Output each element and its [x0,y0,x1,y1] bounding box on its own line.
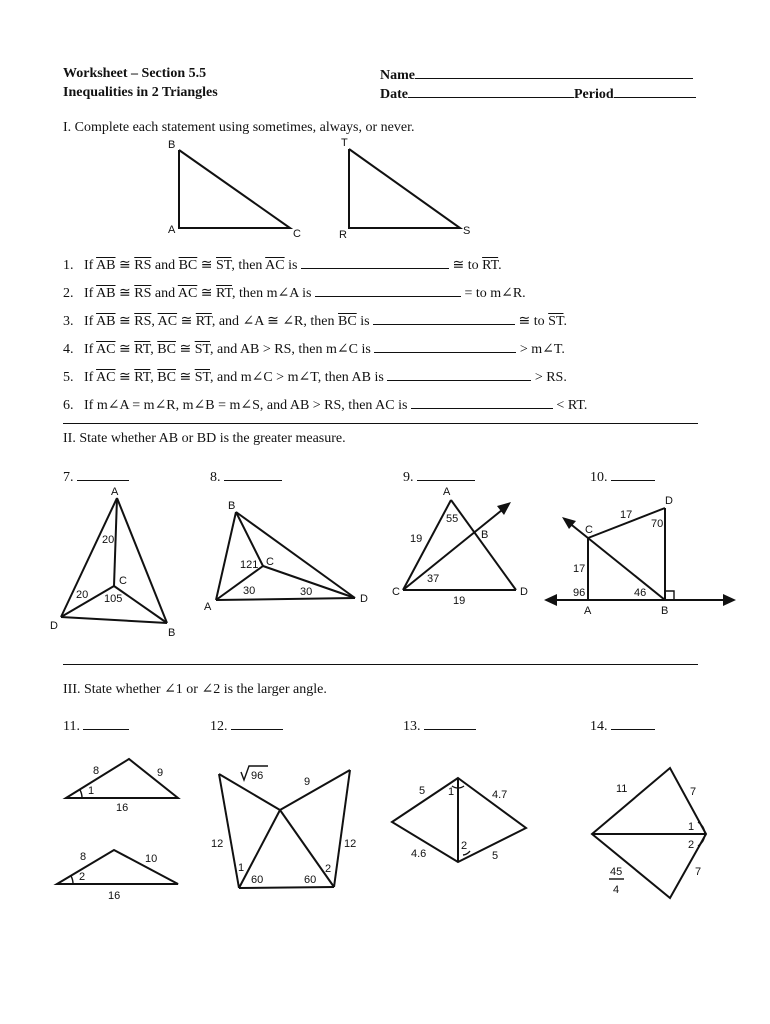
svg-text:1: 1 [688,821,695,833]
svg-text:C: C [585,524,593,536]
svg-text:8: 8 [93,765,100,777]
svg-text:19: 19 [410,533,423,545]
problem-13-answer[interactable]: 13. [403,717,476,735]
problem-12-answer[interactable]: 12. [210,717,283,735]
problem-11-answer[interactable]: 11. [63,717,129,735]
worksheet-title: Worksheet – Section 5.5 [63,66,207,81]
svg-text:B: B [228,500,236,512]
svg-text:70: 70 [651,518,664,530]
period-label: Period [574,87,614,102]
svg-text:60: 60 [304,874,317,886]
svg-text:A: A [443,486,451,498]
svg-text:A: A [204,601,212,613]
problem-12-figure [211,766,356,888]
svg-text:11: 11 [616,783,628,795]
svg-text:S: S [463,225,471,237]
svg-text:12: 12 [344,838,357,850]
svg-text:C: C [266,556,274,568]
problem-13-figure [392,778,526,862]
svg-text:30: 30 [300,586,313,598]
svg-text:2: 2 [325,863,332,875]
svg-text:16: 16 [116,802,129,814]
svg-text:4: 4 [613,884,620,896]
svg-text:37: 37 [427,573,440,585]
problem-14-answer[interactable]: 14. [590,717,655,735]
svg-text:10: 10 [145,853,158,865]
svg-text:9: 9 [304,776,311,788]
svg-text:B: B [661,605,669,617]
svg-text:17: 17 [620,509,633,521]
svg-text:B: B [168,627,176,639]
svg-text:A: A [168,224,176,236]
name-label: Name [380,68,415,83]
triangle-rts-figure [339,137,470,241]
svg-text:20: 20 [76,589,89,601]
svg-text:5: 5 [492,850,499,862]
svg-text:B: B [168,139,176,151]
svg-text:20: 20 [102,534,115,546]
date-label: Date [380,87,408,102]
worksheet-subtitle: Inequalities in 2 Triangles [63,85,218,100]
svg-text:55: 55 [446,513,459,525]
svg-text:A: A [111,486,119,498]
svg-text:19: 19 [453,595,466,607]
svg-text:4.6: 4.6 [411,848,427,860]
svg-text:C: C [392,586,400,598]
statement-4: 4. If $\overline{AC}$ ≅ $\overline{RT}$, $\overline{BC}$ ≅ $\overline{ST}$, and AB > RS, then m∠C is > m∠T. [63,342,565,357]
problem-8-figure [204,500,368,613]
part3-heading: III. State whether ∠1 or ∠2 is the larger angle. [63,682,327,697]
svg-text:2: 2 [79,871,86,883]
svg-text:1: 1 [448,786,455,798]
svg-text:C: C [293,228,301,240]
svg-text:2: 2 [461,840,468,852]
svg-text:60: 60 [251,874,264,886]
part1-heading: I. Complete each statement using sometimes, always, or never. [63,120,415,135]
svg-text:D: D [520,586,528,598]
svg-text:C: C [119,575,127,587]
svg-text:121: 121 [240,559,259,571]
problem-7-answer[interactable]: 7. [63,468,129,486]
svg-text:45: 45 [610,866,623,878]
svg-text:1: 1 [238,862,245,874]
svg-text:D: D [360,593,368,605]
problem-10-answer[interactable]: 10. [590,468,655,486]
svg-text:12: 12 [211,838,224,850]
svg-text:D: D [50,620,58,632]
svg-text:96: 96 [251,770,264,782]
statement-6: 6. If m∠A = m∠R, m∠B = m∠S, and AB > RS, then AC is < RT. [63,398,588,413]
svg-text:17: 17 [573,563,586,575]
svg-text:16: 16 [108,890,121,902]
problem-11-figure [57,759,178,902]
svg-text:4.7: 4.7 [492,789,508,801]
svg-text:7: 7 [690,786,697,798]
svg-text:D: D [665,495,673,507]
problem-7-figure [50,486,175,639]
svg-text:T: T [341,137,348,149]
svg-text:9: 9 [157,767,164,779]
svg-text:105: 105 [104,593,123,605]
problem-9-answer[interactable]: 9. [403,468,475,486]
statement-3: 3. If $\overline{AB}$ ≅ $\overline{RS}$, $\overline{AC}$ ≅ $\overline{RT}$, and ∠A ≅ ∠R, then $\overline{BC}$ is ≅ to $\overline{ST}$. [63,314,567,329]
statement-2: 2. If $\overline{AB}$ ≅ $\overline{RS}$ and $\overline{AC}$ ≅ $\overline{RT}$, then m∠A is = to m∠R. [63,286,526,301]
statement-1: 1. If $\overline{AB}$ ≅ $\overline{RS}$ and $\overline{BC}$ ≅ $\overline{ST}$, then $\overline{AC}$ is ≅ to $\overline{RT}$. [63,258,502,273]
triangle-abc-figure [168,139,301,240]
svg-text:B: B [481,529,489,541]
problem-14-figure [592,768,706,898]
part2-heading: II. State whether AB or BD is the greater measure. [63,431,346,446]
svg-text:46: 46 [634,587,647,599]
svg-text:1: 1 [88,785,95,797]
svg-text:A: A [584,605,592,617]
svg-text:7: 7 [695,866,702,878]
statement-5: 5. If $\overline{AC}$ ≅ $\overline{RT}$, $\overline{BC}$ ≅ $\overline{ST}$, and m∠C > m∠T, then AB is > RS. [63,370,567,385]
svg-text:30: 30 [243,585,256,597]
svg-text:8: 8 [80,851,87,863]
problem-8-answer[interactable]: 8. [210,468,282,486]
problem-10-figure [544,495,736,617]
svg-text:5: 5 [419,785,426,797]
problem-9-figure [392,486,528,607]
svg-text:96: 96 [573,587,586,599]
svg-text:R: R [339,229,347,241]
svg-text:2: 2 [688,839,695,851]
